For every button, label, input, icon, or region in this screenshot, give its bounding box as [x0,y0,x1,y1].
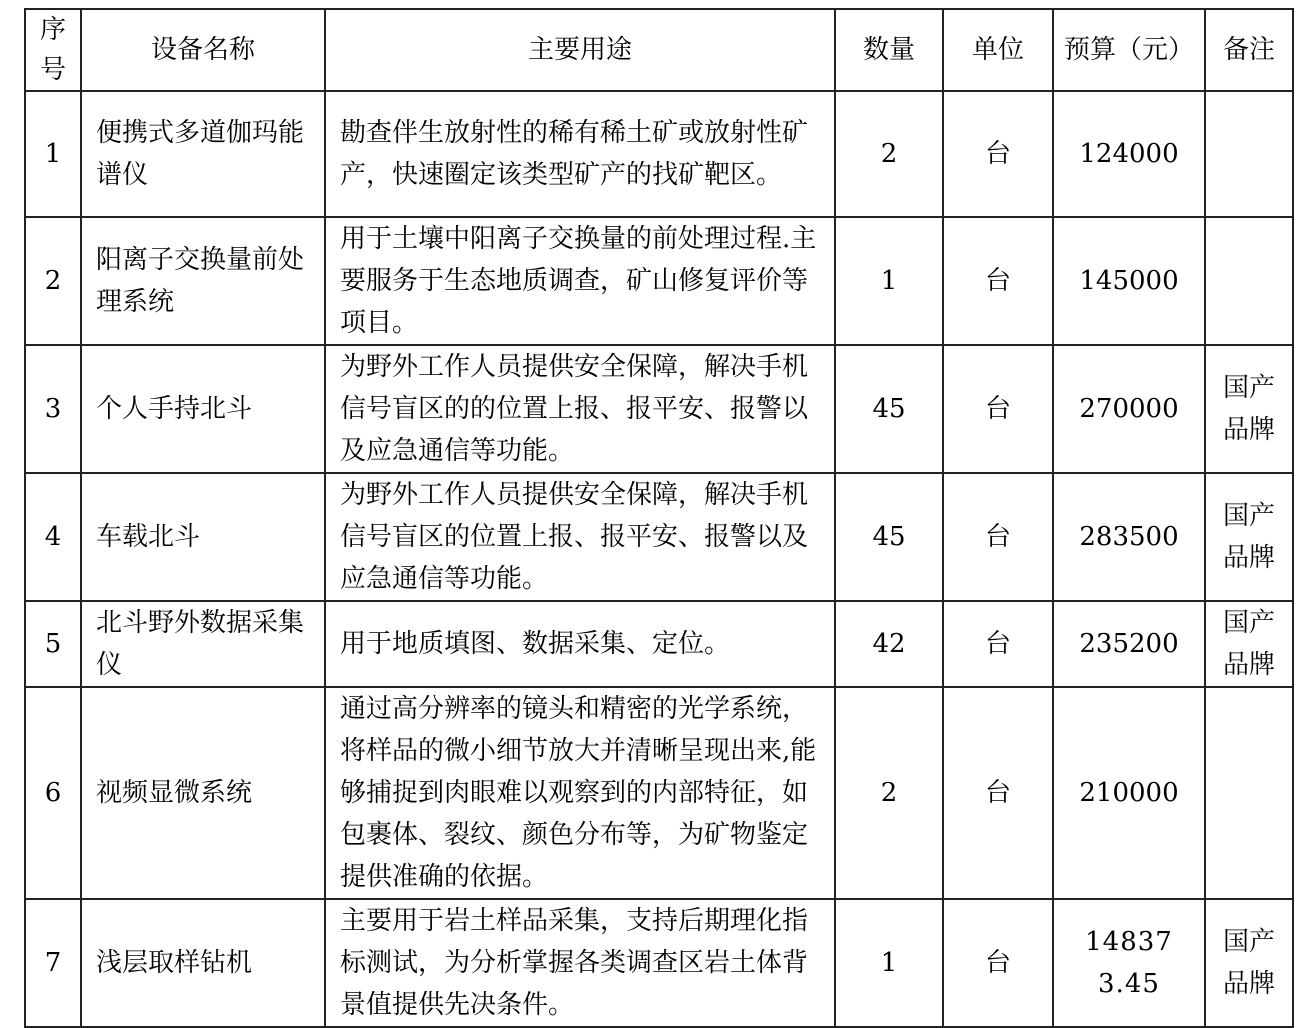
cell-unit: 台 [943,687,1053,899]
cell-name: 便携式多道伽玛能谱仪 [81,91,325,217]
cell-budget: 283500 [1053,473,1205,601]
header-unit: 单位 [943,9,1053,91]
header-name: 设备名称 [81,9,325,91]
cell-unit: 台 [943,601,1053,687]
cell-note: 国产品牌 [1205,473,1293,601]
cell-seq: 6 [25,687,81,899]
cell-unit: 台 [943,899,1053,1027]
cell-qty: 2 [835,687,943,899]
table-row [25,687,1293,899]
cell-note [1205,217,1293,345]
cell-unit: 台 [943,217,1053,345]
cell-use: 为野外工作人员提供安全保障，解决手机信号盲区的的位置上报、报平安、报警以及应急通信等功能。 [325,345,835,473]
table-row [25,91,1293,217]
cell-name: 视频显微系统 [81,687,325,899]
cell-qty: 2 [835,91,943,217]
cell-qty: 45 [835,473,943,601]
header-seq: 序号 [25,9,81,91]
cell-use: 为野外工作人员提供安全保障，解决手机信号盲区的位置上报、报平安、报警以及应急通信等功能。 [325,473,835,601]
header-budget: 预算（元） [1053,9,1205,91]
cell-seq: 7 [25,899,81,1027]
header-row [25,9,1293,91]
cell-use: 主要用于岩土样品采集，支持后期理化指标测试，为分析掌握各类调查区岩土体背景值提供先决条件。 [325,899,835,1027]
cell-name: 阳离子交换量前处理系统 [81,217,325,345]
header-qty: 数量 [835,9,943,91]
header-use: 主要用途 [325,9,835,91]
cell-budget: 145000 [1053,217,1205,345]
cell-note [1205,687,1293,899]
table-row [25,601,1293,687]
cell-seq: 2 [25,217,81,345]
cell-unit: 台 [943,345,1053,473]
cell-qty: 1 [835,899,943,1027]
table-row [25,345,1293,473]
cell-seq: 5 [25,601,81,687]
cell-note: 国产品牌 [1205,601,1293,687]
cell-name: 北斗野外数据采集仪 [81,601,325,687]
cell-budget: 210000 [1053,687,1205,899]
cell-unit: 台 [943,91,1053,217]
cell-qty: 45 [835,345,943,473]
cell-name: 个人手持北斗 [81,345,325,473]
cell-name: 车载北斗 [81,473,325,601]
cell-note: 国产品牌 [1205,345,1293,473]
cell-name: 浅层取样钻机 [81,899,325,1027]
cell-use: 用于土壤中阳离子交换量的前处理过程.主要服务于生态地质调查，矿山修复评价等项目。 [325,217,835,345]
table-row [25,899,1293,1027]
cell-seq: 3 [25,345,81,473]
cell-budget: 235200 [1053,601,1205,687]
cell-qty: 1 [835,217,943,345]
cell-note [1205,91,1293,217]
table-row [25,217,1293,345]
cell-budget: 124000 [1053,91,1205,217]
equipment-budget-table [24,8,1294,1028]
cell-note: 国产品牌 [1205,899,1293,1027]
cell-seq: 4 [25,473,81,601]
table-row [25,473,1293,601]
header-note: 备注 [1205,9,1293,91]
cell-unit: 台 [943,473,1053,601]
cell-budget: 148373.45 [1053,899,1205,1027]
cell-use: 通过高分辨率的镜头和精密的光学系统，将样品的微小细节放大并清晰呈现出来,能够捕捉到肉眼难以观察到的内部特征，如包裹体、裂纹、颜色分布等，为矿物鉴定提供准确的依据。 [325,687,835,899]
cell-seq: 1 [25,91,81,217]
cell-use: 勘查伴生放射性的稀有稀土矿或放射性矿产，快速圈定该类型矿产的找矿靶区。 [325,91,835,217]
cell-budget: 270000 [1053,345,1205,473]
cell-qty: 42 [835,601,943,687]
cell-use: 用于地质填图、数据采集、定位。 [325,601,835,687]
